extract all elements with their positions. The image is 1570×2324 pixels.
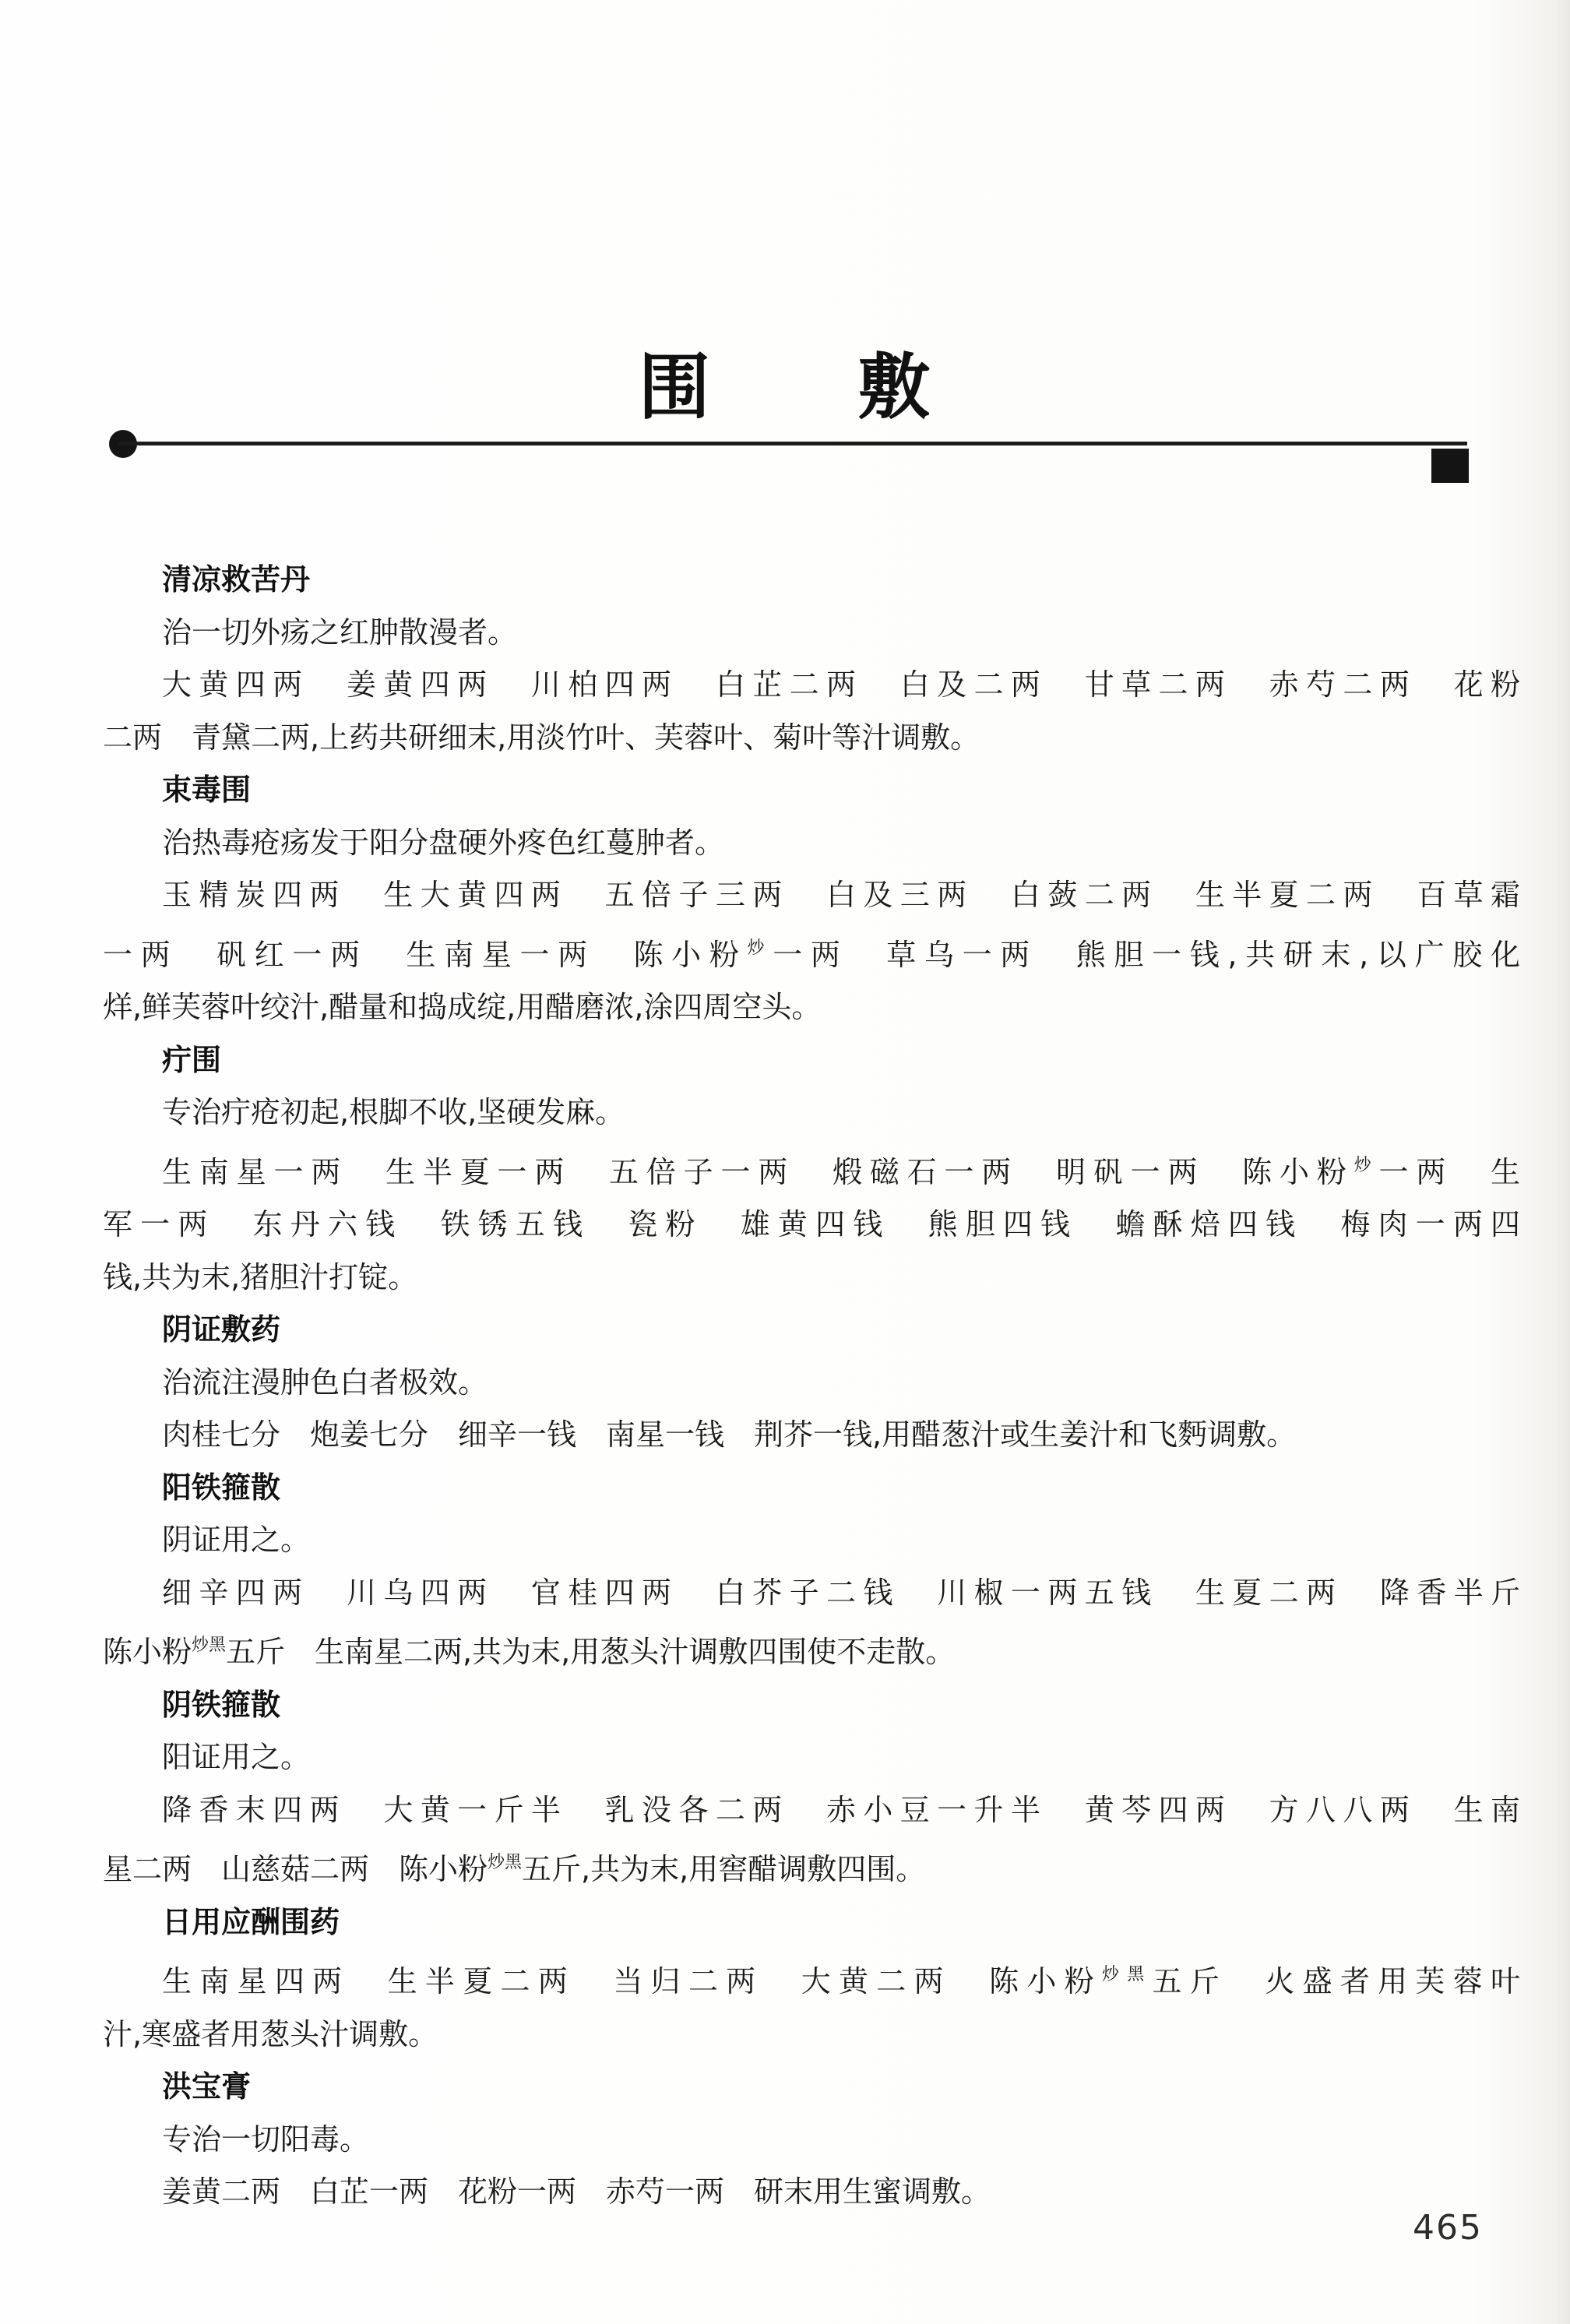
page-title: 围 敷 bbox=[638, 346, 931, 429]
formula-line bbox=[103, 1567, 1520, 1620]
line-text: 烊,鲜芙蓉叶绞汁,醋量和捣成绽,用醋磨浓,涂四周空头。 bbox=[103, 990, 822, 1024]
formula-line bbox=[103, 1357, 1520, 1410]
line-text: 细辛四两 川乌四两 官桂四两 白芥子二钱 川椒一两五钱 生夏二两 降香半斤 bbox=[162, 1575, 1520, 1610]
formula-section bbox=[103, 764, 1520, 1034]
preparation-note-superscript: 炒黑 bbox=[488, 1853, 523, 1872]
line-text: 肉桂七分 炮姜七分 细辛一钱 南星一钱 荆芥一钱,用醋葱汁或生姜汁和飞麪调敷。 bbox=[162, 1417, 1297, 1452]
formula-line bbox=[103, 2166, 1520, 2219]
formula-heading: 阳铁箍散 bbox=[162, 1470, 281, 1505]
line-text: 治热毒疮疡发于阳分盘硬外疼色红蔓肿者。 bbox=[162, 825, 725, 860]
formula-line bbox=[103, 922, 1520, 982]
formula-line bbox=[103, 1139, 1520, 1199]
preparation-note-superscript: 炒黑 bbox=[192, 1636, 227, 1655]
formula-line bbox=[103, 2009, 1520, 2062]
line-text: 阳证用之。 bbox=[162, 1740, 311, 1774]
formula-section bbox=[103, 554, 1520, 764]
formula-section bbox=[103, 1034, 1520, 1305]
formula-heading: 疔围 bbox=[162, 1042, 222, 1077]
formula-line bbox=[103, 1086, 1520, 1139]
line-text: 专治疔疮初起,根脚不收,坚硬发麻。 bbox=[162, 1095, 625, 1129]
line-text: 一两 草乌一两 熊胆一钱,共研末,以广胶化 bbox=[773, 937, 1520, 972]
formula-heading: 束毒围 bbox=[162, 773, 252, 807]
divider-line bbox=[118, 442, 1467, 445]
line-text: 专治一切阳毒。 bbox=[162, 2122, 370, 2157]
line-text: 钱,共为末,猪胆汁打锭。 bbox=[103, 1259, 418, 1294]
formula-line bbox=[103, 817, 1520, 870]
line-text: 二两 青黛二两,上药共研细末,用淡竹叶、芙蓉叶、菊叶等汁调敷。 bbox=[103, 720, 980, 755]
formula-heading: 洪宝膏 bbox=[162, 2069, 252, 2104]
line-text: 星二两 山慈菇二两 陈小粉 bbox=[103, 1852, 488, 1886]
line-text: 陈小粉 bbox=[103, 1635, 192, 1669]
preparation-note-superscript: 炒 bbox=[1354, 1155, 1379, 1175]
page-number: 465 bbox=[1413, 2208, 1483, 2248]
line-text: 一两 生 bbox=[1378, 1154, 1520, 1189]
formula-line bbox=[103, 2114, 1520, 2167]
formula-line bbox=[103, 1784, 1520, 1837]
formula-line bbox=[103, 1731, 1520, 1784]
formula-sections bbox=[103, 554, 1520, 2219]
formula-heading: 阴铁箍散 bbox=[162, 1687, 281, 1722]
line-text: 治流注漫肿色白者极效。 bbox=[162, 1364, 488, 1400]
line-text: 治一切外疡之红肿散漫者。 bbox=[162, 614, 518, 650]
formula-line bbox=[103, 659, 1520, 712]
line-text: 军一两 东丹六钱 铁锈五钱 瓷粉 雄黄四钱 熊胆四钱 蟾酥焙四钱 梅肉一两四 bbox=[103, 1207, 1520, 1241]
divider-square-icon bbox=[1431, 449, 1469, 483]
formula-section bbox=[103, 2061, 1520, 2219]
line-text: 降香末四两 大黄一斤半 乳没各二两 赤小豆一升半 黄芩四两 方八八两 生南 bbox=[162, 1792, 1520, 1827]
formula-line bbox=[103, 712, 1520, 765]
formula-heading: 阴证敷药 bbox=[162, 1312, 281, 1347]
formula-line bbox=[103, 1252, 1520, 1305]
formula-line bbox=[103, 1836, 1520, 1896]
formula-section bbox=[103, 1896, 1520, 2062]
formula-line bbox=[103, 1619, 1520, 1679]
formula-heading: 清凉救苦丹 bbox=[162, 562, 311, 597]
formula-line bbox=[103, 607, 1520, 660]
line-text: 五斤 生南星二两,共为末,用葱头汁调敷四围使不走散。 bbox=[226, 1635, 956, 1669]
formula-line bbox=[103, 981, 1520, 1034]
line-text: 姜黄二两 白芷一两 花粉一两 赤芍一两 研末用生蜜调敷。 bbox=[162, 2174, 991, 2209]
preparation-note-superscript: 炒 bbox=[747, 938, 773, 958]
line-text: 大黄四两 姜黄四两 川柏四两 白芷二两 白及二两 甘草二两 赤芍二两 花粉 bbox=[162, 667, 1520, 702]
formula-line bbox=[103, 1949, 1520, 2009]
formula-section bbox=[103, 1679, 1520, 1896]
formula-line bbox=[103, 1409, 1520, 1462]
preparation-note-superscript: 炒黑 bbox=[1101, 1965, 1153, 1984]
line-text: 生南星一两 生半夏一两 五倍子一两 煅磁石一两 明矾一两 陈小粉 bbox=[162, 1154, 1354, 1189]
formula-heading: 日用应酬围药 bbox=[162, 1904, 340, 1939]
line-text: 一两 矾红一两 生南星一两 陈小粉 bbox=[103, 937, 748, 972]
formula-section bbox=[103, 1304, 1520, 1462]
line-text: 玉精炭四两 生大黄四两 五倍子三两 白及三两 白蔹二两 生半夏二两 百草霜 bbox=[162, 878, 1520, 912]
line-text: 五斤 火盛者用芙蓉叶 bbox=[1152, 1964, 1520, 1998]
formula-line bbox=[103, 1514, 1520, 1567]
line-text: 生南星四两 生半夏二两 当归二两 大黄二两 陈小粉 bbox=[162, 1964, 1102, 1998]
line-text: 阴证用之。 bbox=[162, 1523, 311, 1557]
formula-line bbox=[103, 1199, 1520, 1252]
line-text: 汁,寒盛者用葱头汁调敷。 bbox=[103, 2016, 438, 2051]
line-text: 五斤,共为末,用窖醋调敷四围。 bbox=[522, 1852, 926, 1886]
formula-line bbox=[103, 869, 1520, 922]
formula-section bbox=[103, 1462, 1520, 1679]
